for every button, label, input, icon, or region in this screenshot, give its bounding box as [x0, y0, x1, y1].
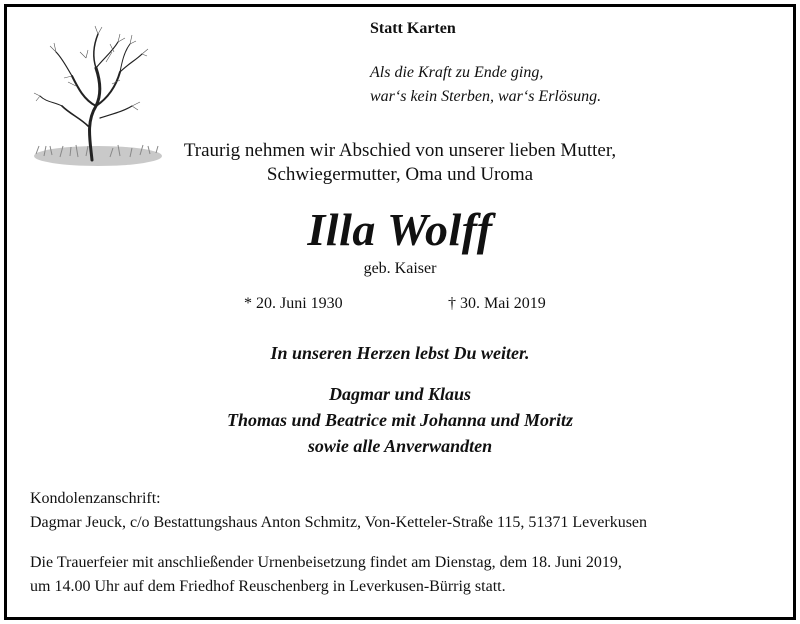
family-line-2: Thomas und Beatrice mit Johanna und Moritz	[226, 410, 574, 430]
deceased-name: Illa Wolff	[307, 204, 493, 255]
intro-line-2: Schwiegermutter, Oma und Uroma	[266, 164, 534, 185]
birth-date: * 20. Juni 1930	[244, 295, 343, 312]
family-line-1: Dagmar und Klaus	[328, 384, 472, 404]
condolence-label: Kondolenzanschrift:	[30, 490, 161, 507]
motto: In unseren Herzen lebst Du weiter.	[270, 343, 530, 363]
ceremony-line-1: Die Trauerfeier mit anschließender Urnenbeisetzung findet am Dienstag, dem 18. Juni 2019,	[30, 554, 622, 571]
ceremony-line-2: um 14.00 Uhr auf dem Friedhof Reuschenberg in Leverkusen-Bürrig statt.	[30, 578, 506, 595]
family-line-3: sowie alle Anverwandten	[307, 436, 493, 456]
verse-line-2: war‘s kein Sterben, war‘s Erlösung.	[370, 88, 602, 105]
death-date: † 30. Mai 2019	[448, 295, 546, 312]
verse-line-1: Als die Kraft zu Ende ging,	[370, 64, 544, 81]
birth-name: geb. Kaiser	[363, 260, 437, 277]
intro-line-1: Traurig nehmen wir Abschied von unserer lieben Mutter,	[183, 140, 617, 161]
header-statt-karten: Statt Karten	[370, 20, 456, 37]
condolence-address: Dagmar Jeuck, c/o Bestattungshaus Anton Schmitz, Von-Ketteler-Straße 115, 51371 Leverkusen	[30, 514, 648, 531]
